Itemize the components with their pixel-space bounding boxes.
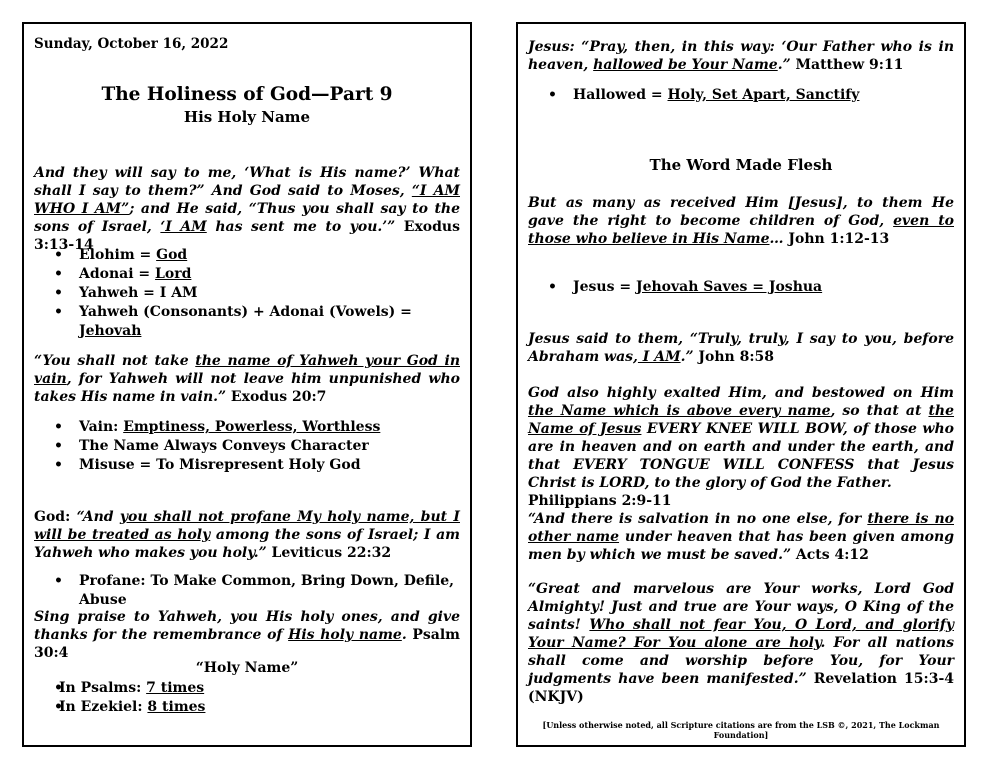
jesus-list (528, 278, 954, 297)
list-item: • Adonai = Lord (34, 265, 460, 284)
list-item: • Vain: Emptiness, Powerless, Worthless (34, 418, 460, 437)
exodus-20-passage: “You shall not take the name of Yahweh your God in vain, for Yahweh will not leave him unpunished who takes His name in vain.” Exodus 20:7 (34, 353, 460, 405)
philippians-passage: God also highly exalted Him, and bestowed on Him the Name which is above every name, so that at the Name of Jesus EVERY KNEE WILL BOW, of those who are in heaven and on earth and under the earth, and that EVERY TONGUE WILL CONFESS that Jesus Christ is LORD, to the glory of God the Father. Philippians 2:9-11 (528, 385, 955, 509)
matthew-passage: Jesus: “Pray, then, in this way: ‘Our Father who is in heaven, hallowed be Your Name.” Matthew 9:11 (528, 39, 954, 73)
sermon-subtitle: His Holy Name (183, 108, 311, 126)
divine-names-list (34, 246, 460, 341)
section-heading: The Word Made Flesh (649, 156, 833, 174)
service-date: Sunday, October 16, 2022 (34, 36, 229, 52)
exodus-3-passage: And they will say to me, ‘What is His name?’ What shall I say to them?” And God said to Moses, “I AM WHO I AM”; and He said, “Thus you shall say to the sons of Israel, ‘I AM has sent me to you.’” Exodus 3:13-14 (34, 165, 461, 253)
hallowed-list (528, 86, 954, 105)
left-page (22, 22, 472, 747)
list-item: • Yahweh = I AM (34, 284, 460, 303)
list-item: • Elohim = God (34, 246, 460, 265)
john-1-passage: But as many as received Him [Jesus], to them He gave the right to become children of God, even to those who believe in His Name… John 1:12-13 (528, 195, 954, 247)
list-item: • Hallowed = Holy, Set Apart, Sanctify (528, 86, 954, 105)
vain-list (34, 418, 460, 475)
sermon-title: The Holiness of God—Part 9 (101, 84, 393, 105)
list-item: • Jesus = Jehovah Saves = Joshua (528, 278, 954, 297)
list-item: • Profane: To Make Common, Bring Down, Defile, Abuse (34, 572, 460, 610)
holy-name-counts (34, 679, 460, 717)
list-item: • Yahweh (Consonants) + Adonai (Vowels) = Jehovah (34, 303, 460, 341)
citation-footer: [Unless otherwise noted, all Scripture citations are from the LSB ©, 2021, The Lockman Foundation] (542, 720, 940, 740)
list-item: • Misuse = To Misrepresent Holy God (34, 456, 460, 475)
list-item: • The Name Always Conveys Character (34, 437, 460, 456)
profane-list (34, 572, 460, 610)
holy-name-heading: “Holy Name” (195, 660, 299, 676)
acts-passage: “And there is salvation in no one else, for there is no other name under heaven that has been given among men by which we must be saved.” Acts 4:12 (528, 511, 954, 563)
john-8-passage: Jesus said to them, “Truly, truly, I say to you, before Abraham was, I AM.” John 8:58 (528, 331, 954, 365)
list-item: • In Ezekiel: 8 times (34, 698, 460, 717)
revelation-passage: “Great and marvelous are Your works, Lord God Almighty! Just and true are Your ways, O King of the saints! Who shall not fear You, O Lord, and glorify Your Name? For You alone are holy. For all nations shall come and worship before You, for Your judgments have been manifested.” Revelation 15:3-4 (NKJV) (528, 581, 955, 705)
right-page (516, 22, 966, 747)
leviticus-passage: God: “And you shall not profane My holy name, but I will be treated as holy among the sons of Israel; I am Yahweh who makes you holy.” Leviticus 22:32 (34, 509, 460, 561)
list-item: • In Psalms: 7 times (34, 679, 460, 698)
psalm-passage: Sing praise to Yahweh, you His holy ones, and give thanks for the remembrance of His holy name. Psalm 30:4 (34, 609, 460, 661)
